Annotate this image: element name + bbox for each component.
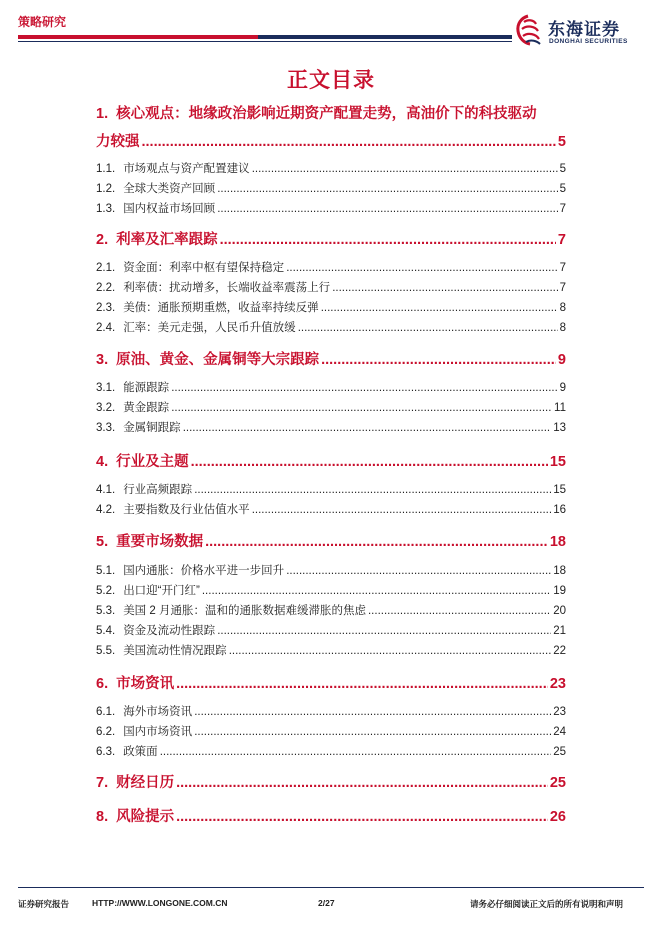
- toc-title-line2: 力较强: [96, 134, 140, 150]
- toc-entry-5-4[interactable]: [96, 622, 566, 638]
- header-rule-navy: [258, 35, 512, 39]
- toc-entry-6[interactable]: [96, 672, 566, 693]
- toc-entry-2[interactable]: [96, 228, 566, 249]
- toc-leader: [298, 322, 558, 334]
- toc-entry-3[interactable]: [96, 348, 566, 369]
- header-section-label: 策略研究: [18, 15, 67, 29]
- toc-leader: [194, 726, 551, 738]
- toc-entry-4[interactable]: [96, 450, 566, 471]
- toc-number: 6.2.: [96, 726, 116, 738]
- toc-leader: [332, 282, 557, 294]
- toc-number: 4.2.: [96, 504, 116, 516]
- toc-entry-1-2[interactable]: [96, 180, 566, 196]
- toc-page-number: 20: [553, 605, 566, 617]
- toc-page-number: 26: [549, 809, 566, 825]
- toc-page-number: 11: [554, 402, 566, 414]
- toc-page-number: 13: [553, 422, 566, 434]
- toc-page-number: 15: [549, 454, 566, 470]
- toc-number: 3.1.: [96, 382, 116, 394]
- toc-title-line1: 核心观点：地缘政治影响近期资产配置走势，高油价下的科技驱动: [116, 106, 537, 122]
- toc-page-number: 25: [549, 775, 566, 791]
- toc-title: 黄金跟踪: [123, 402, 170, 414]
- toc-page-number: 9: [559, 382, 566, 394]
- toc-leader: [252, 504, 552, 516]
- toc-leader: [220, 232, 556, 248]
- toc-number: 2.: [96, 232, 109, 248]
- toc-title: 重要市场数据: [116, 534, 204, 550]
- toc-page-number: 7: [559, 282, 566, 294]
- toc-title: 资金面：利率中枢有望保持稳定: [123, 262, 285, 274]
- toc-title: 国内市场资讯: [123, 726, 193, 738]
- header-rule: [18, 35, 512, 39]
- toc-title: 美国 2 月通胀：温和的通胀数据难缓滞胀的焦虑: [123, 605, 366, 617]
- company-logo: [512, 17, 642, 51]
- toc-entry-3-1[interactable]: [96, 379, 566, 395]
- toc-page-number: 15: [553, 484, 566, 496]
- toc-page-number: 18: [549, 534, 566, 550]
- toc-number: 5.5.: [96, 645, 116, 657]
- toc-leader: [217, 625, 551, 637]
- toc-page-number: 21: [553, 625, 566, 637]
- toc-entry-2-2[interactable]: [96, 279, 566, 295]
- toc-title: 行业高频跟踪: [123, 484, 193, 496]
- toc-leader: [286, 262, 557, 274]
- toc-title: 能源跟踪: [123, 382, 170, 394]
- toc-entry-6-3[interactable]: [96, 743, 566, 759]
- toc-entry-5[interactable]: [96, 530, 566, 551]
- toc-entry-6-2[interactable]: [96, 723, 566, 739]
- footer-rule: [18, 887, 644, 888]
- toc-leader: [176, 809, 548, 825]
- toc-title: 全球大类资产回顾: [123, 183, 216, 195]
- toc-page-number: 25: [553, 746, 566, 758]
- toc-page-number: 16: [553, 504, 566, 516]
- toc-number: 2.1.: [96, 262, 116, 274]
- toc-leader: [217, 203, 557, 215]
- toc-title: 国内通胀：价格水平进一步回升: [123, 565, 285, 577]
- toc-entry-5-3[interactable]: [96, 602, 566, 618]
- toc-number: 6.1.: [96, 706, 116, 718]
- toc-leader: [202, 585, 551, 597]
- toc-page-number: 22: [553, 645, 566, 657]
- toc-number: 5.2.: [96, 585, 116, 597]
- toc-title: 海外市场资讯: [123, 706, 193, 718]
- toc-title: 美国流动性情况跟踪: [123, 645, 227, 657]
- toc-number: 6.: [96, 676, 109, 692]
- header-rule-red: [18, 35, 258, 39]
- toc-title: 原油、黄金、金属铜等大宗跟踪: [116, 352, 320, 368]
- toc-leader: [194, 484, 551, 496]
- toc-title: 利率及汇率跟踪: [116, 232, 218, 248]
- toc-leader: [321, 302, 558, 314]
- toc-title: 行业及主题: [116, 454, 189, 470]
- footer-page-number: 2/27: [318, 898, 335, 908]
- toc-entry-4-1[interactable]: [96, 481, 566, 497]
- toc-number: 5.4.: [96, 625, 116, 637]
- toc-number: 2.2.: [96, 282, 116, 294]
- toc-leader: [183, 422, 552, 434]
- toc-page-number: 5: [559, 183, 566, 195]
- toc-number: 5.3.: [96, 605, 116, 617]
- toc-leader: [171, 402, 552, 414]
- toc-page-number: 9: [557, 352, 566, 368]
- toc-number: 5.1.: [96, 565, 116, 577]
- logo-chinese-name: 东海证券: [548, 20, 620, 40]
- toc-entry-5-1[interactable]: [96, 562, 566, 578]
- toc-leader: [217, 183, 557, 195]
- toc-entry-2-1[interactable]: [96, 259, 566, 275]
- toc-leader: [191, 454, 548, 470]
- toc-number: 2.3.: [96, 302, 116, 314]
- toc-number: 4.1.: [96, 484, 116, 496]
- toc-page-number: 8: [559, 322, 566, 334]
- toc-page-number: 24: [553, 726, 566, 738]
- toc-number: 1.: [96, 106, 109, 122]
- logo-emblem-icon: [512, 13, 544, 47]
- footer-url[interactable]: HTTP://WWW.LONGONE.COM.CN: [92, 898, 228, 908]
- toc-leader: [252, 163, 558, 175]
- toc-entry-2-4[interactable]: [96, 319, 566, 335]
- toc-number: 1.2.: [96, 183, 116, 195]
- toc-leader: [321, 352, 556, 368]
- toc-page-number: 18: [553, 565, 566, 577]
- toc-entry-5-5[interactable]: [96, 642, 566, 658]
- toc-entry-5-2[interactable]: [96, 582, 566, 598]
- toc-number: 5.: [96, 534, 109, 550]
- toc-entry-2-3[interactable]: [96, 299, 566, 315]
- toc-title: 出口迎“开门红”: [123, 585, 200, 597]
- toc-title: 财经日历: [116, 775, 175, 791]
- toc-number: 2.4.: [96, 322, 116, 334]
- toc-number: 3.: [96, 352, 109, 368]
- toc-number: 4.: [96, 454, 109, 470]
- toc-title: 金属铜跟踪: [123, 422, 181, 434]
- toc-title: 市场资讯: [116, 676, 175, 692]
- toc-page-number: 23: [553, 706, 566, 718]
- toc-entry-4-2[interactable]: [96, 501, 566, 517]
- footer-report-type: 证券研究报告: [18, 899, 70, 909]
- toc-page-number: 19: [553, 585, 566, 597]
- toc-title: 国内权益市场回顾: [123, 203, 216, 215]
- toc-title: 利率债：扰动增多，长端收益率震荡上行: [123, 282, 331, 294]
- toc-number: 1.1.: [96, 163, 116, 175]
- toc-number: 1.3.: [96, 203, 116, 215]
- toc-leader: [205, 534, 548, 550]
- toc-entry-1[interactable]: [96, 102, 566, 151]
- toc-entry-1-3[interactable]: [96, 200, 566, 216]
- toc-leader: [176, 676, 548, 692]
- toc-title: 市场观点与资产配置建议: [123, 163, 250, 175]
- toc-leader: [176, 775, 548, 791]
- toc-number: 8.: [96, 809, 109, 825]
- toc-leader: [171, 382, 557, 394]
- toc-entry-8[interactable]: [96, 805, 566, 826]
- toc-title: 汇率：美元走强，人民币升值放缓: [123, 322, 296, 334]
- toc-page-number: 8: [559, 302, 566, 314]
- toc-page-number: 7: [559, 203, 566, 215]
- toc-page-number: 7: [557, 232, 566, 248]
- logo-english-name: DONGHAI SECURITIES: [549, 38, 628, 45]
- toc-leader: [368, 605, 551, 617]
- toc-number: 6.3.: [96, 746, 116, 758]
- page-title: 正文目录: [287, 69, 375, 92]
- toc-page-number: 5: [559, 163, 566, 175]
- toc-page-number: 5: [557, 134, 566, 150]
- toc-leader: [194, 706, 551, 718]
- toc-leader: [160, 746, 552, 758]
- toc-title: 资金及流动性跟踪: [123, 625, 216, 637]
- toc-page-number: 7: [559, 262, 566, 274]
- toc-title: 风险提示: [116, 809, 175, 825]
- footer-disclaimer: 请务必仔细阅读正文后的所有说明和声明: [470, 899, 624, 909]
- toc-leader: [229, 645, 552, 657]
- toc-entry-1-1[interactable]: [96, 160, 566, 176]
- header-thin-rule: [18, 41, 512, 42]
- toc-title: 美债：通胀预期重燃，收益率持续反弹: [123, 302, 319, 314]
- toc-page-number: 23: [549, 676, 566, 692]
- toc-number: 7.: [96, 775, 109, 791]
- toc-leader: [142, 134, 556, 150]
- toc-entry-3-2[interactable]: [96, 399, 566, 415]
- toc-title: 政策面: [123, 746, 158, 758]
- toc-leader: [286, 565, 551, 577]
- toc-entry-3-3[interactable]: [96, 419, 566, 435]
- toc-number: 3.2.: [96, 402, 116, 414]
- toc-number: 3.3.: [96, 422, 116, 434]
- toc-entry-7[interactable]: [96, 771, 566, 792]
- toc-title: 主要指数及行业估值水平: [123, 504, 250, 516]
- toc-entry-6-1[interactable]: [96, 703, 566, 719]
